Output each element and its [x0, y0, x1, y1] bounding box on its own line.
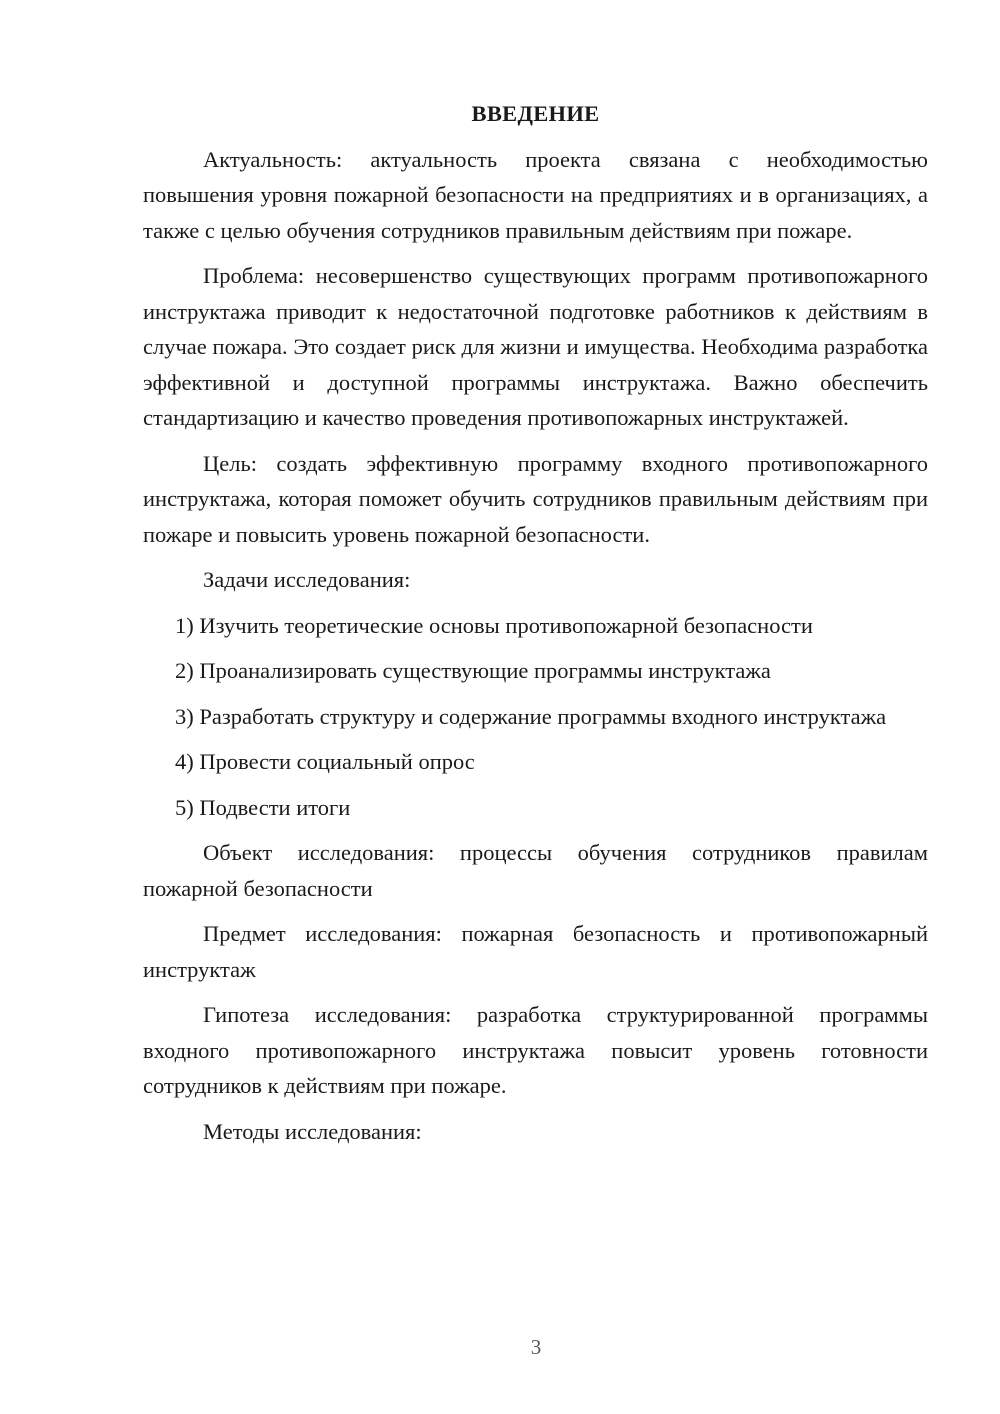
- goal-paragraph: Цель: создать эффективную программу входного противопожарного инструктажа, которая поможет обучить сотрудников правильным действиям при пожаре и повысить уровень пожарной безопасности.: [143, 450, 928, 547]
- page-number: 3: [530, 1335, 542, 1359]
- task-item-1: 1) Изучить теоретические основы противопожарной безопасности: [175, 612, 813, 638]
- task-item-2: 2) Проанализировать существующие программы инструктажа: [175, 658, 771, 683]
- task-item-4: 4) Провести социальный опрос: [175, 749, 475, 774]
- problem-paragraph: Проблема: несовершенство существующих программ противопожарного инструктажа приводит к недостаточной подготовке работников к действиям в случае пожара. Это создает риск для жизни и имущества. Необходима разработка эффективной и доступной программы инструктажа. Важно обеспечить стандартизацию и качество проведения противопожарных инструктажей.: [143, 263, 928, 430]
- subject-paragraph: Предмет исследования: пожарная безопасность и противопожарный инструктаж: [143, 921, 928, 982]
- hypothesis-paragraph: Гипотеза исследования: разработка структурированной программы входного противопожарного инструктажа повысит уровень готовности сотрудников к действиям при пожаре.: [143, 1002, 928, 1098]
- page-content: [143, 96, 928, 1159]
- page-title: ВВЕДЕНИЕ: [471, 101, 600, 126]
- task-item-3: 3) Разработать структуру и содержание программы входного инструктажа: [175, 703, 887, 729]
- methods-heading: Методы исследования:: [203, 1118, 422, 1144]
- tasks-heading: Задачи исследования:: [203, 567, 411, 592]
- task-item-5: 5) Подвести итоги: [175, 794, 351, 820]
- relevance-paragraph: Актуальность: актуальность проекта связана с необходимостью повышения уровня пожарной безопасности на предприятиях и в организациях, а также с целью обучения сотрудников правильным действиям при пожаре.: [143, 146, 928, 243]
- object-paragraph: Объект исследования: процессы обучения сотрудников правилам пожарной безопасности: [143, 840, 928, 901]
